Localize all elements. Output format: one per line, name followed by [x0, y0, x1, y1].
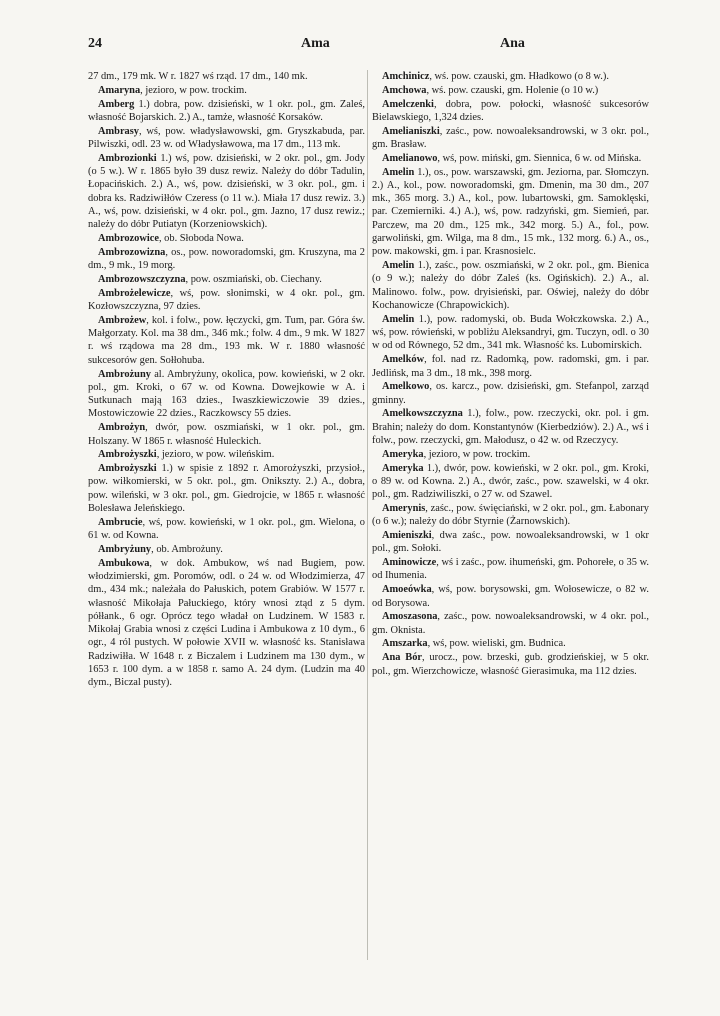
entry-text: , dwa zaśc., pow. nowoaleksandrowski, w 1 okr pol., gm. Sołoki. [372, 530, 649, 555]
left-running-head: Ama [301, 36, 330, 51]
entry-headword: Amelków [382, 354, 425, 366]
entry-headword: Ambrożyszki [98, 449, 157, 461]
entry-headword: Amelczenki [382, 98, 434, 110]
entry-headword: Amelkowszczyzna [382, 408, 463, 420]
entry-headword: Amelianiszki [382, 125, 440, 137]
dictionary-entry [372, 556, 649, 583]
entry-headword: Ameryka [382, 462, 424, 474]
page-number: 24 [88, 36, 102, 51]
entry-headword: Ambrozowizna [98, 246, 166, 258]
entry-text: , dobra, pow. połocki, własność sukcesorów Bielawskiego, 1,324 dzies. [372, 98, 649, 123]
dictionary-entry [88, 125, 365, 152]
entry-headword: Ambrasy [98, 125, 139, 137]
dictionary-entry [372, 380, 649, 407]
dictionary-entry [88, 448, 365, 461]
entry-text: , os. karcz., pow. dzisieński, gm. Stefanpol, zarząd gminny. [372, 381, 649, 406]
left-column [88, 70, 365, 690]
entry-text: , zaśc., pow. święciański, w 2 okr. pol., gm. Łabonary (o 6 w.); należy do dóbr Styrnie (Żarnowskich). [372, 503, 649, 528]
entry-text: , jezioro, w pow. trockim. [423, 448, 531, 460]
entry-headword: Amaryna [98, 84, 141, 96]
dictionary-entry [88, 152, 365, 232]
entry-headword: Ambrożyszki [98, 463, 157, 475]
entry-headword: Amoszasona [382, 611, 438, 623]
entry-text: , wś. pow. czauski, gm. Hładkowo (o 8 w.). [429, 71, 609, 82]
right-running-head: Ana [500, 36, 525, 51]
dictionary-entry [88, 70, 365, 83]
entry-headword: Ambukowa [98, 557, 150, 569]
entry-headword: Amelin [382, 166, 415, 178]
entry-text: , wś, pow. miński, gm. Siennica, 6 w. od Mińska. [437, 152, 642, 164]
dictionary-entry [88, 557, 365, 690]
dictionary-entry [372, 637, 649, 650]
dictionary-entry [88, 421, 365, 448]
entry-headword: Amerynis [382, 503, 426, 514]
dictionary-entry [372, 166, 649, 259]
dictionary-entry [372, 152, 649, 165]
entry-text: 27 dm., 179 mk. W r. 1827 wś rząd. 17 dm., 140 mk. [88, 71, 308, 82]
entry-text: , wś, pow. wieliski, gm. Budnica. [427, 638, 566, 650]
entry-text: , jezioro, w pow. wileńskim. [156, 449, 275, 461]
entry-headword: Amberg [98, 98, 135, 110]
entry-headword: Amszarka [382, 638, 428, 650]
entry-text: , wś, pow. słonimski, w 4 okr. pol., gm. Kozłowszczyzna, 97 dzies. [88, 287, 365, 313]
dictionary-entry [372, 462, 649, 502]
entry-text: , wś i zaśc., pow. ihumeński, gm. Pohorełe, o 35 w. od Ihumenia. [372, 557, 649, 582]
entry-text: 1.), pow. radomyski, ob. Buda Wołczkowska. 2.) A., wś, pow. rówieński, w pobliżu Aleksandryi, gm. Tuczyn, odl. o 30 w od od Równego, 52 dm., 341 mk. Własność ks. Lubomirskich. [372, 313, 649, 352]
dictionary-entry [372, 651, 649, 678]
dictionary-entry [372, 583, 649, 610]
dictionary-entry [88, 287, 365, 314]
right-column [372, 70, 649, 678]
dictionary-entry [372, 529, 649, 556]
dictionary-entry [88, 314, 365, 367]
dictionary-entry [88, 232, 365, 245]
entry-headword: Ambrożew [98, 314, 147, 326]
entry-text: al. Ambryżuny, okolica, pow. kowieński, w 2 okr. pol., gm. Kroki, o 67 w. od Kowna. Dowejkowie w A. i Sutkunach mają 163 dzies., Iwaszkiewiczowie 39 dzies., Mostowiczowie 22 dzies., Raczkowscy 55 dzies. [88, 368, 365, 420]
entry-text: 1.), dwór, pow. kowieński, w 2 okr. pol., gm. Kroki, o 89 w. od Kowna. 2.) A., dwór, zaśc., pow. szawelski, w 4 okr. pol., gm. Radziwiliszki, o 27 w. od Szawel. [372, 462, 649, 501]
entry-text: , w dok. Ambukow, wś nad Bugiem, pow. włodzimierski, gm. Poromów, odl. o 24 w. od Włodzimierza, 47 dm., 434 mk.; należała do Pałuskich, potem Grabiów. W 1577 r. własność Mikołaja Pałuckiego, który wnosi ztąd z 5 dym. półłank., 6 ogr. Oprócz tego władał on Ludzinem. W 1583 r. Mikołaj Grabia wnosi z części Ludina i Ambukowa z 10 dym., 6 ogr., 4 ról pustych. W połowie XVII w. własność ks. Stanisława Radziwiłła. W 1648 r. z Biczalem i Ludzinem ma 130 dym., w 1653 r. 100 dym. a w 1858 r. samo A. 24 dym. (Ludzin ma 40 dym., Biczal pusty). [88, 557, 365, 689]
entry-text: 1.), os., pow. warszawski, gm. Jeziorna, par. Słomczyn. 2.) A., kol., pow. noworadomski, gm. Dmenin, ma 30 dm., 207 mk., 365 morg. 3.) A., kol., pow. lubartowski, gm. Samoklęski, par. Czemierniki. 4.) A.), wś, pow. radzyński, gm. Siemień, par. Parczew, ma 20 dm., 125 mk., 342 morg. 5.) A., fol., pow. garwoliński, gm. Wilga, ma 8 dm., 15 mk., 132 morg. 6.) A., os., pow. makowski, gm. i par. Krasnosielc. [372, 166, 649, 258]
dictionary-entry [372, 502, 649, 529]
entry-text: , ob. Słoboda Nowa. [158, 233, 244, 245]
dictionary-entry [88, 368, 365, 421]
entry-text: , jezioro, w pow. trockim. [140, 84, 247, 96]
entry-text: , kol. i folw., pow. łęczycki, gm. Tum, par. Góra św. Małgorzaty. Kol. ma 38 dm., 346 mk.; folw. 4 dm., 9 mk. W 1827 r. wś rządowa ma 28 dm., 193 mk. W r. 1880 własność sukcesorów gen. Sołłohuba. [88, 314, 365, 366]
entry-headword: Ambrożelewicze [98, 287, 171, 299]
dictionary-entry [88, 516, 365, 543]
entry-headword: Ana Bór [382, 652, 423, 664]
entry-headword: Amelin [382, 260, 415, 272]
entry-headword: Amchinicz [382, 71, 430, 82]
entry-text: , wś. pow. czauski, gm. Holenie (o 10 w.) [426, 84, 599, 96]
entry-headword: Ambrucie [98, 516, 143, 528]
entry-headword: Amelin [382, 313, 415, 325]
entry-headword: Amieniszki [382, 530, 432, 542]
dictionary-entry [372, 70, 649, 83]
entry-text: , pow. oszmiański, ob. Ciechany. [185, 273, 322, 285]
dictionary-entry [372, 407, 649, 447]
entry-text: , fol. nad rz. Radomką, pow. radomski, gm. i par. Jedlińsk, ma 3 dm., 18 mk., 398 morg. [372, 354, 649, 379]
entry-text: 1.), folw., pow. rzeczycki, okr. pol. i gm. Brahin; należy do dom. Konstantynów (Kierbedziów). 2.) A., wś i folw., pow. rzeczycki, gm. Małodusz, o 42 w. od Rzeczycy. [372, 408, 649, 447]
dictionary-entry [372, 98, 649, 125]
entry-text: , zaśc., pow. nowoaleksandrowski, w 4 okr. pol., gm. Oknista. [372, 611, 649, 636]
entry-text: , wś, pow. kowieński, w 1 okr. pol., gm. Wielona, o 61 w. od Kowna. [88, 516, 365, 542]
entry-headword: Aminowicze [382, 557, 437, 569]
entry-headword: Ambrozionki [98, 152, 157, 164]
dictionary-entry [88, 98, 365, 125]
entry-text: 1.), zaśc., pow. oszmiański, w 2 okr. pol., gm. Bienica (o 9 w.); należy do dóbr Zaleś (ks. Ogińskich). 2.) A., al. Malinowo. folw., pow. dryisieński, par. Oświej, należy do dóbr Kochanowicze (Chrapowickich). [372, 260, 649, 312]
dictionary-entry [372, 448, 649, 461]
entry-headword: Ambrozowice [98, 233, 159, 245]
entry-text: , urocz., pow. brzeski, gub. grodzieńskiej, w 5 okr. pol., gm. Wierzchowicze, własność Gierasimuka, ma 112 dzies. [372, 652, 649, 677]
entry-headword: Ambrożuny [98, 368, 151, 380]
entry-headword: Ameryka [382, 448, 424, 460]
entry-headword: Ambrozowszczyzna [98, 273, 186, 285]
entry-text: , dwór, pow. oszmiański, w 1 okr. pol., gm. Holszany. W 1865 r. własność Huleckich. [88, 422, 365, 447]
dictionary-entry [372, 84, 649, 97]
dictionary-entry [88, 246, 365, 273]
column-divider [367, 70, 368, 960]
entry-headword: Amelkowo [382, 381, 430, 393]
dictionary-entry [88, 273, 365, 286]
entry-headword: Amelianowo [382, 152, 438, 164]
entry-headword: Ambrożyn [98, 422, 146, 434]
dictionary-entry [372, 313, 649, 353]
entry-text: , wś, pow. borysowski, gm. Wołosewicze, o 82 w. od Borysowa. [372, 584, 649, 609]
entry-text: , ob. Ambrożuny. [151, 543, 223, 555]
entry-text: 1.) w spisie z 1892 r. Amorożyszki, przysioł., pow. wiłkomierski, w 5 okr. pol., gm. Onikszty. 2.) A., dobra, pow. wileński, w 3 okr. pol., gm. Giedrojcie, w 1865 r. własność Bolesława Jeleńskiego. [88, 463, 365, 514]
entry-text: , os., pow. noworadomski, gm. Kruszyna, ma 2 dm., 9 mk., 19 morg. [88, 246, 365, 272]
entry-text: 1.) dobra, pow. dzisieński, w 1 okr. pol., gm. Zaleś, własność Bojarskich. 2.) A., tamże, własność Korsaków. [88, 98, 365, 123]
entry-headword: Amoeówka [382, 584, 432, 596]
dictionary-entry [88, 462, 365, 515]
dictionary-entry [372, 125, 649, 152]
entry-headword: Amchowa [382, 84, 427, 96]
dictionary-entry [372, 259, 649, 312]
dictionary-entry [372, 610, 649, 637]
page-header [88, 36, 565, 56]
entry-headword: Ambryżuny [98, 543, 152, 555]
entry-text: 1.) wś, pow. dzisieński, w 2 okr. pol., gm. Jody (o 5 w.). W r. 1865 było 39 dusz rewiz. Należy do dóbr Tadulin, Łopacińskich. 2.) A., wś, pow. dzisieński, w 3 okr. pol., gm. i dobra ks. Radziwiłłów Czeress (o 11 w.). Miała 17 dusz rewiz. 3.) A., wś, pow. dzisieński, w 4 okr. pol., gm. Jazno, 17 dusz rewiz.; należy do dóbr Putiatyn (Korzeniowskich). [88, 152, 365, 231]
entry-text: , zaśc., pow. nowoaleksandrowski, w 3 okr. pol., gm. Brasław. [372, 125, 649, 150]
entry-text: , wś, pow. władysławowski, gm. Gryszkabuda, par. Pilwiszki, odl. 23 w. od Władysławowa, ma 17 dm., 113 mk. [88, 125, 365, 150]
dictionary-entry [88, 84, 365, 97]
dictionary-entry [372, 353, 649, 380]
dictionary-entry [88, 543, 365, 556]
